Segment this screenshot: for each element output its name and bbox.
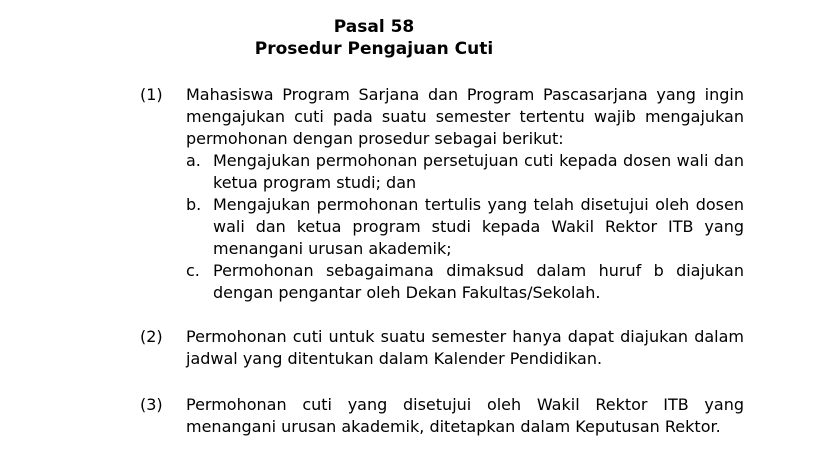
list-item-text: Permohonan sebagaimana dimaksud dalam huruf b diajukan dengan pengantar oleh Dekan Fakultas/Sekolah. <box>213 261 744 302</box>
list-item-letter: a. <box>186 151 201 170</box>
article-number: Pasal 58 <box>333 17 415 37</box>
article-title: Prosedur Pengajuan Cuti <box>254 39 494 59</box>
list-item <box>186 260 744 304</box>
clause-number: (3) <box>140 395 163 414</box>
list-item-text: Mengajukan permohonan persetujuan cuti kepada dosen wali dan ketua program studi; dan <box>213 151 744 192</box>
clause-text: Mahasiswa Program Sarjana dan Program Pascasarjana yang ingin mengajukan cuti pada suatu semester tertentu wajib mengajukan permohonan dengan prosedur sebagai berikut: <box>186 85 744 148</box>
list-item-letter: c. <box>186 261 200 280</box>
clause-number: (2) <box>140 327 163 346</box>
list-item <box>186 194 744 260</box>
list-item <box>186 150 744 194</box>
list-item-letter: b. <box>186 195 202 214</box>
clause-sublist <box>186 150 744 304</box>
clause-number: (1) <box>140 85 163 104</box>
clause-text: Permohonan cuti untuk suatu semester hanya dapat diajukan dalam jadwal yang ditentukan dalam Kalender Pendidikan. <box>186 327 744 368</box>
clause-text: Permohonan cuti yang disetujui oleh Wakil Rektor ITB yang menangani urusan akademik, ditetapkan dalam Keputusan Rektor. <box>186 395 744 436</box>
list-item-text: Mengajukan permohonan tertulis yang telah disetujui oleh dosen wali dan ketua program studi kepada Wakil Rektor ITB yang menangani urusan akademik; <box>213 195 744 258</box>
